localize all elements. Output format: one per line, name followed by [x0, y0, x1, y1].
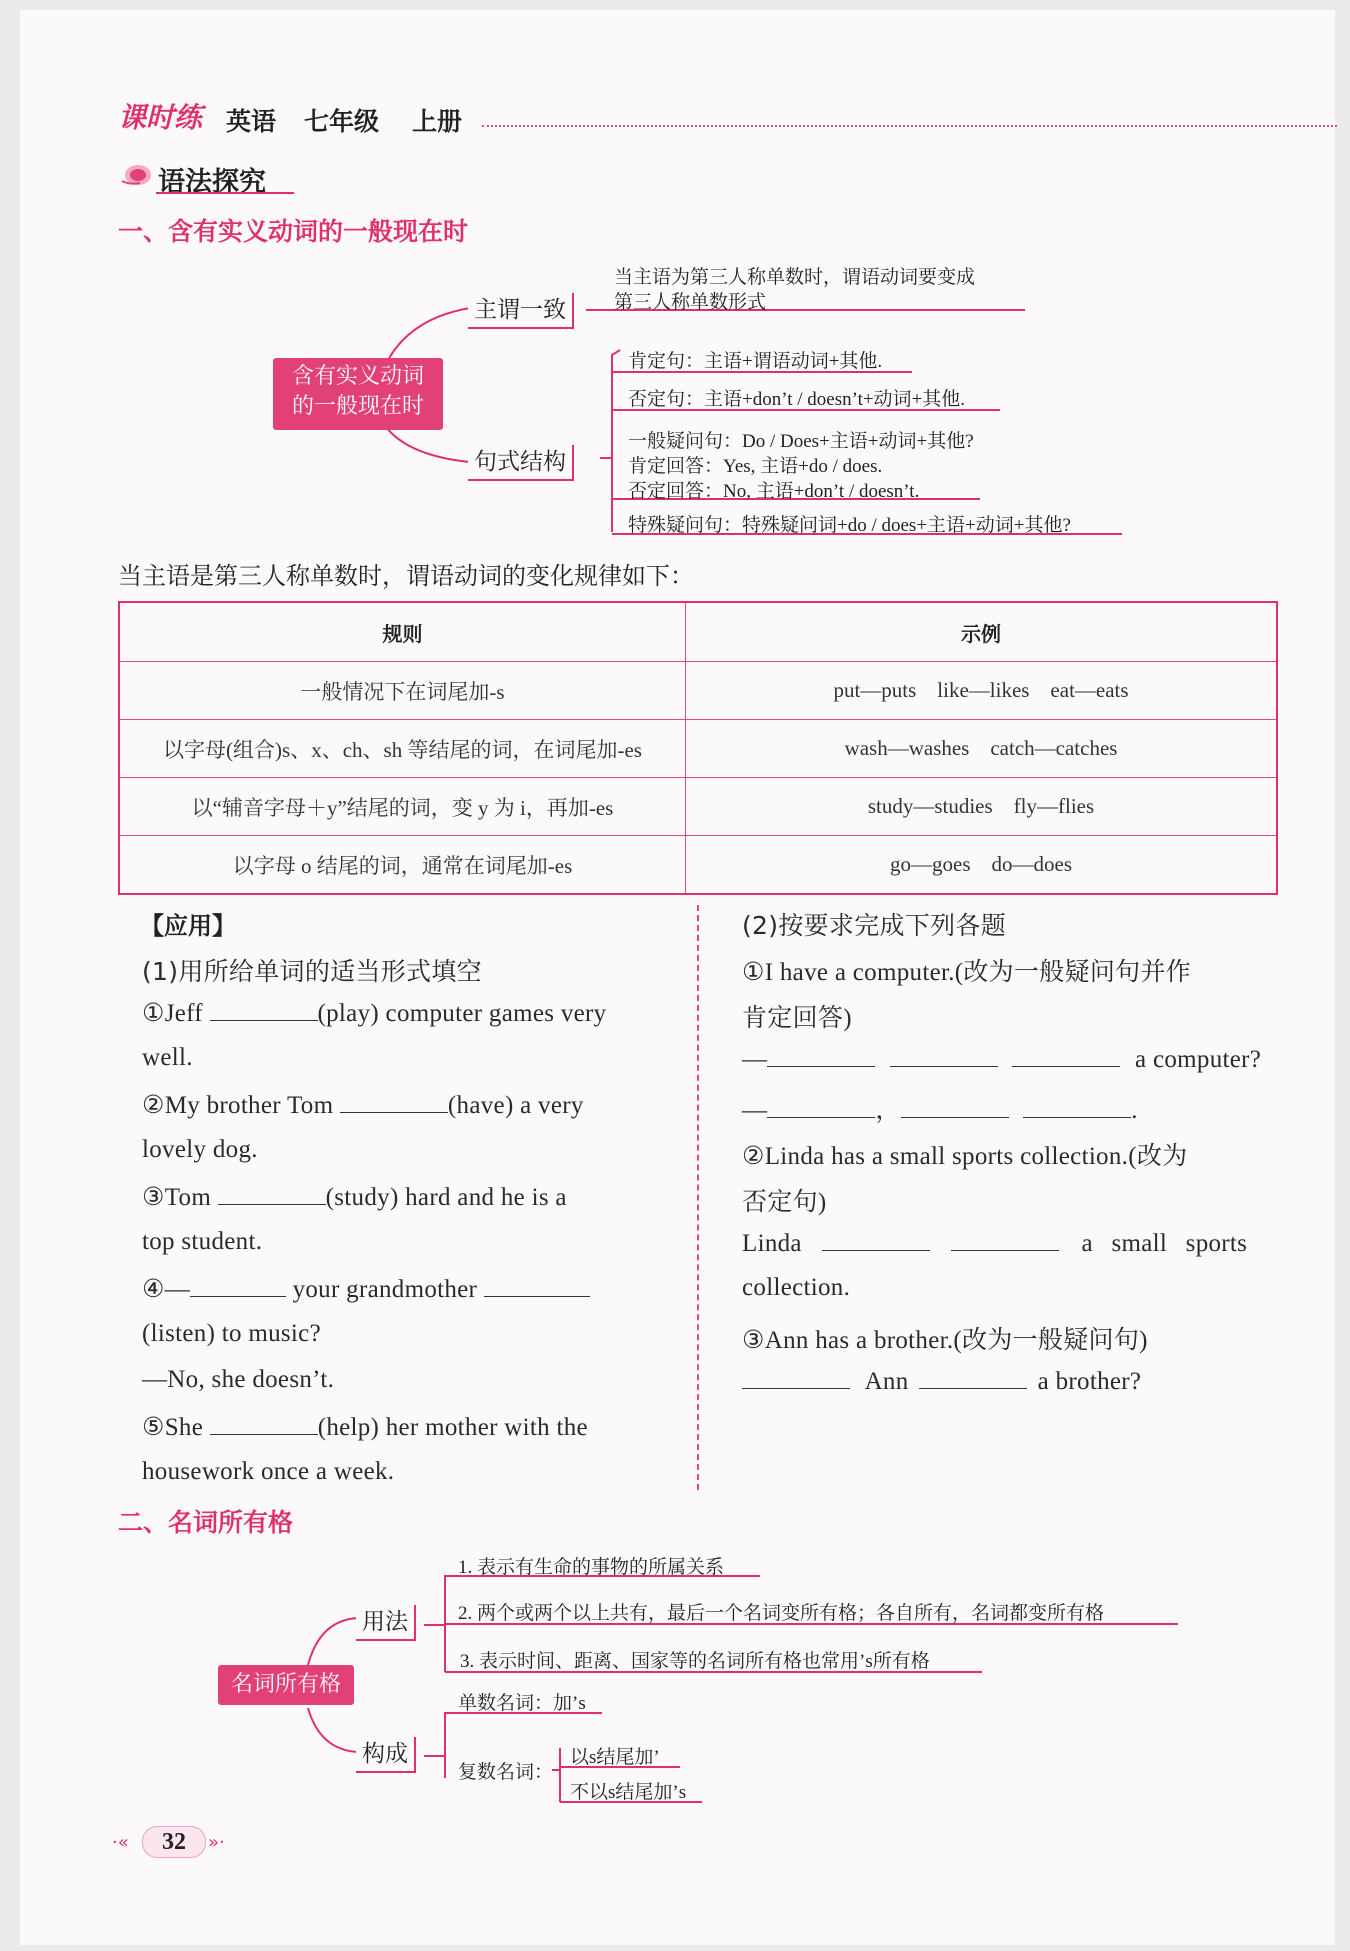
item-text: ①Jeff: [142, 1000, 203, 1027]
mindmap1-root: [273, 358, 443, 430]
singular-noun-rule: 单数名词：加’s: [458, 1693, 586, 1714]
application-title: 【应用】: [140, 912, 236, 940]
item-text: housework once a week.: [142, 1458, 395, 1485]
header-grade: 七年级: [304, 107, 380, 136]
item-text: your grandmother: [292, 1276, 478, 1303]
special-question: 特殊疑问句：特殊疑问词+do / does+主语+动词+其他?: [628, 515, 1071, 536]
item-text: 否定句): [742, 1189, 827, 1216]
brand-logo: 课时练: [118, 101, 203, 134]
item-text: (help) her mother with the: [317, 1414, 588, 1441]
exercise2-item3: ③Ann has a brother.(改为一般疑问句): [742, 1327, 1148, 1354]
example-cell: study—studies fly—flies: [686, 778, 1278, 836]
mindmap1-root-line2: 的一般现在时: [291, 394, 424, 419]
table-row: [119, 662, 1277, 720]
exercise2-item1-question: — a computer?: [742, 1046, 1262, 1073]
item-text: a computer?: [1135, 1046, 1262, 1073]
no-answer: 否定回答：No, 主语+don’t / doesn’t.: [628, 481, 920, 502]
exercise1-item4: [142, 1274, 590, 1304]
item-text: ④—: [142, 1276, 191, 1303]
exercise1-item5: [142, 1412, 588, 1442]
exercise1-item1: [142, 998, 606, 1028]
item-text: lovely dog.: [142, 1136, 258, 1163]
answer-blank[interactable]: [767, 1044, 875, 1067]
agreement-line2: 第三人称单数形式: [614, 292, 767, 313]
table-intro: 当主语是第三人称单数时，谓语动词的变化规律如下：: [118, 562, 694, 590]
table-row: [119, 720, 1277, 778]
item-text: well.: [142, 1044, 193, 1071]
column-divider: [697, 905, 699, 1490]
page-number: 32: [142, 1826, 206, 1858]
plural-s-rule: 以s结尾加’: [570, 1747, 660, 1768]
item-text: a brother?: [1037, 1368, 1142, 1395]
item-text: (have) a very: [447, 1092, 584, 1119]
branch-subject-verb-agreement: 主谓一致: [468, 293, 574, 329]
item-text: 肯定回答): [742, 1005, 852, 1032]
answer-blank[interactable]: [210, 1412, 318, 1435]
table-header-rule: 规则: [119, 602, 686, 662]
exercise2-title: (2)按要求完成下列各题: [742, 911, 1007, 940]
rule-cell: 一般情况下在词尾加-s: [119, 662, 686, 720]
general-question: 一般疑问句：Do / Does+主语+动词+其他?: [628, 431, 974, 452]
page-number-ornament-right: »·: [208, 1832, 225, 1853]
exercise1-item2: [142, 1090, 584, 1120]
affirmative-sentence: 肯定句：主语+谓语动词+其他.: [628, 351, 883, 372]
answer-blank[interactable]: [1012, 1044, 1120, 1067]
example-cell: go—goes do—does: [686, 836, 1278, 895]
yes-answer: 肯定回答：Yes, 主语+do / does.: [628, 456, 883, 477]
answer-blank[interactable]: [340, 1090, 448, 1113]
table-header-example: 示例: [686, 602, 1278, 662]
answer-blank[interactable]: [890, 1044, 998, 1067]
answer-blank[interactable]: [484, 1274, 590, 1297]
item-text: Linda: [742, 1230, 802, 1257]
plural-noun-label: 复数名词：: [458, 1762, 554, 1783]
plural-non-s-rule: 不以s结尾加’s: [570, 1782, 687, 1803]
answer-blank[interactable]: [218, 1182, 326, 1205]
item-text: —No, she doesn’t.: [142, 1366, 335, 1393]
table-row: [119, 778, 1277, 836]
item-text: ②My brother Tom: [142, 1092, 334, 1119]
item-text: ⑤She: [142, 1414, 204, 1441]
header-volume: 上册: [412, 107, 463, 136]
answer-blank[interactable]: [742, 1366, 850, 1389]
exercise2-item2: ②Linda has a small sports collection.(改为: [742, 1143, 1188, 1170]
branch-usage: 用法: [356, 1605, 416, 1641]
agreement-line1: 当主语为第三人称单数时，谓语动词要变成: [614, 267, 976, 288]
answer-blank[interactable]: [767, 1095, 875, 1118]
exercise2-item1: ①I have a computer.(改为一般疑问句并作: [742, 959, 1192, 986]
answer-blank[interactable]: [210, 998, 318, 1021]
branch-formation: 构成: [356, 1737, 416, 1773]
rule-cell: 以“辅音字母＋y”结尾的词，变 y 为 i，再加-es: [119, 778, 686, 836]
item-text: Ann: [864, 1368, 909, 1395]
section-heading: 语法探究: [158, 167, 266, 198]
answer-blank[interactable]: [190, 1274, 286, 1297]
answer-blank[interactable]: [822, 1228, 930, 1251]
table-header-row: [119, 602, 1277, 662]
example-cell: put—puts like—likes eat—eats: [686, 662, 1278, 720]
negative-sentence: 否定句：主语+don’t / doesn’t+动词+其他.: [628, 389, 966, 410]
usage-item-3: 3. 表示时间、距离、国家等的名词所有格也常用’s所有格: [460, 1651, 930, 1672]
item-text: (listen) to music?: [142, 1320, 321, 1347]
exercise2-item3-fill: [742, 1366, 1141, 1396]
branch-sentence-structure: 句式结构: [468, 445, 574, 481]
item-text: (play) computer games very: [317, 1000, 607, 1027]
exercise1-title: (1)用所给单词的适当形式填空: [142, 957, 482, 986]
answer-blank[interactable]: [901, 1095, 1009, 1118]
header-subject: 英语: [226, 107, 277, 136]
usage-item-1: 1. 表示有生命的事物的所属关系: [458, 1557, 725, 1578]
exercise2-item2-fill: [742, 1228, 1247, 1258]
part2-title: 二、名词所有格: [118, 1508, 294, 1537]
item-text: collection.: [742, 1274, 851, 1301]
item-text: top student.: [142, 1228, 263, 1255]
part1-title: 一、含有实义动词的一般现在时: [118, 217, 469, 246]
answer-blank[interactable]: [951, 1228, 1059, 1251]
rule-cell: 以字母 o 结尾的词，通常在词尾加-es: [119, 836, 686, 895]
example-cell: wash—washes catch—catches: [686, 720, 1278, 778]
exercise2-item1-answer: — ， .: [742, 1097, 1138, 1124]
usage-item-2: 2. 两个或两个以上共有，最后一个名词变所有格；各自所有，名词都变所有格: [458, 1603, 1105, 1624]
mindmap1-root-line1: 含有实义动词: [291, 364, 424, 389]
answer-blank[interactable]: [919, 1366, 1027, 1389]
rules-table: [118, 601, 1278, 895]
item-text: ③Tom: [142, 1184, 212, 1211]
exercise1-item3: [142, 1182, 567, 1212]
item-text: (study) hard and he is a: [325, 1184, 567, 1211]
mindmap2-root: 名词所有格: [218, 1665, 354, 1705]
rule-cell: 以字母(组合)s、x、ch、sh 等结尾的词，在词尾加-es: [119, 720, 686, 778]
answer-blank[interactable]: [1023, 1095, 1131, 1118]
item-text: a small sports: [1081, 1230, 1248, 1257]
table-row: [119, 836, 1277, 895]
page-number-ornament-left: ·«: [112, 1832, 129, 1853]
